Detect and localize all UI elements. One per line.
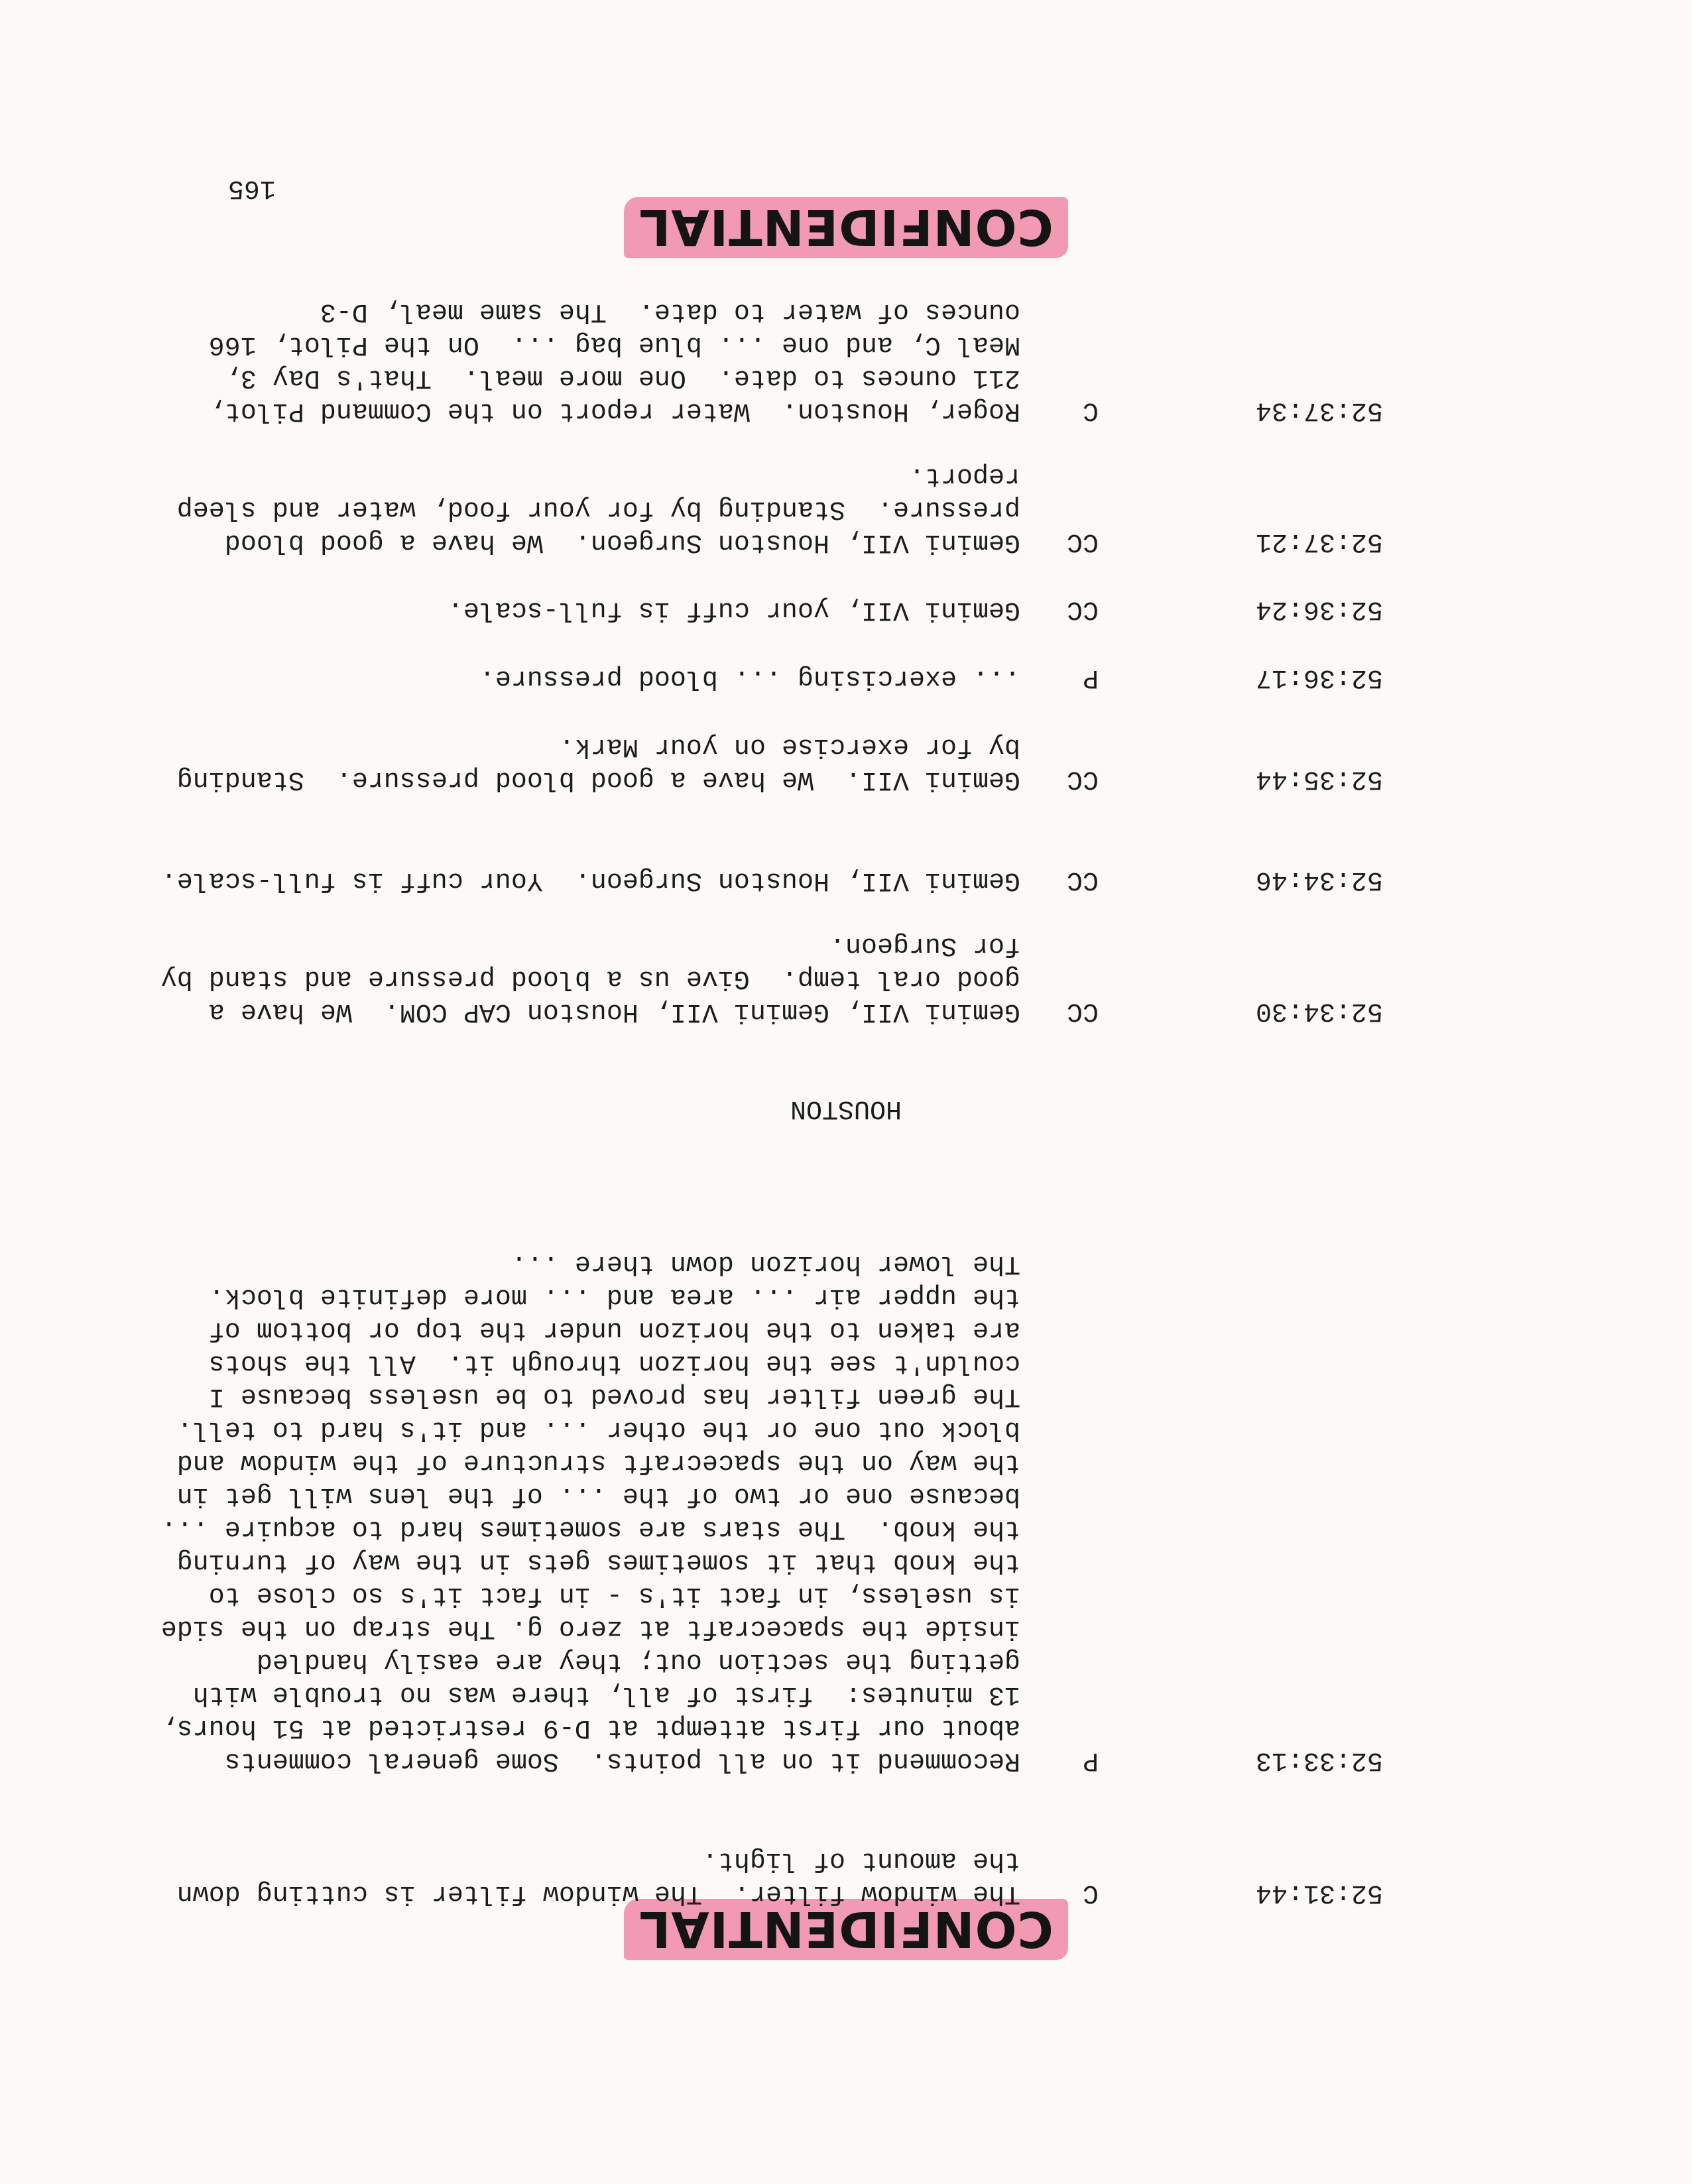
entry-speaker: CC bbox=[1066, 865, 1099, 894]
entry-speaker: P bbox=[1082, 662, 1099, 692]
confidential-stamp-bottom-label: CONFIDENTIAL bbox=[624, 197, 1068, 258]
entry-speaker: CC bbox=[1066, 526, 1099, 556]
entry-time: 52:31:44 bbox=[1255, 1878, 1383, 1908]
entry-text: Gemini VII, Gemini VII, Houston CAP COM. We have a good oral temp. Give us a blood pressure and stand by for Surgeon. bbox=[145, 930, 1020, 1026]
transcript-entry bbox=[0, 918, 1692, 1024]
entry-speaker: CC bbox=[1066, 594, 1099, 624]
entry-text: ... exercising ... blood pressure. bbox=[479, 663, 1020, 693]
entry-text: The window filter. The window filter is cutting down the amount of light. bbox=[160, 1845, 1020, 1908]
entry-time: 52:34:30 bbox=[1255, 996, 1383, 1026]
entry-time: 52:34:46 bbox=[1255, 865, 1383, 894]
entry-speaker: CC bbox=[1066, 996, 1099, 1026]
entry-time: 52:37:34 bbox=[1255, 395, 1383, 425]
entry-text: Gemini VII. We have a good blood pressure. Standing by for exercise on your Mark. bbox=[160, 731, 1020, 794]
entry-text: Gemini VII, Houston Surgeon. We have a good blood pressure. Standing by for your food, water and sleep report. bbox=[160, 461, 1020, 557]
entry-speaker: CC bbox=[1066, 764, 1099, 794]
entry-text: Roger, Houston. Water report on the Command Pilot, 211 ounces to date. One more meal. That's Day 3, Meal C, and one ... blue bag ... On the Pilot, 166 ounces of water to date. The same meal, D-3 bbox=[192, 296, 1020, 426]
entry-speaker: C bbox=[1082, 1878, 1099, 1908]
entry-speaker: P bbox=[1082, 1745, 1099, 1775]
entry-time: 52:36:17 bbox=[1255, 662, 1383, 692]
transcript-entry bbox=[0, 1799, 1692, 1906]
transcript-entry bbox=[0, 448, 1692, 557]
entry-time: 52:36:24 bbox=[1255, 594, 1383, 624]
entry-time: 52:37:21 bbox=[1255, 526, 1383, 556]
transcript-entry bbox=[0, 1248, 1692, 1776]
entry-text: Gemini VII, your cuff is full-scale. bbox=[447, 595, 1020, 625]
transcript-entry bbox=[0, 296, 1692, 426]
entry-text: Recommend it on all points. Some general comments about our first attempt at D-9 restricted at 51 hours, 13 minutes: first of all, there was no trouble with getting the section out; they are easily handled inside the spacecraft at zero g. The strap on the side is useless, in fact it's - in fact it's so close to the knob that it sometimes gets in the way of turning the knob. The stars are sometimes hard to acquire ... because one or two of the ... of the lens will get in the way on the spacecraft structure of the window and block out one or the other ... and it's hard to tell. The green filter has proved to be useless because I couldn't see the horizon through it. All the shots are taken to the horizon under the top or bottom of the upper air ... area and ... more definite block. The lower horizon down there ... bbox=[145, 1248, 1020, 1776]
transcript-entry bbox=[0, 786, 1692, 895]
entry-time: 52:33:13 bbox=[1255, 1745, 1383, 1775]
entry-text: Gemini VII, Houston Surgeon. Your cuff is full-scale. bbox=[160, 865, 1020, 895]
station-heading bbox=[0, 1093, 1692, 1123]
entry-time: 52:35:44 bbox=[1255, 764, 1383, 794]
confidential-stamp-bottom bbox=[0, 197, 1692, 258]
entry-speaker: C bbox=[1082, 395, 1099, 425]
confidential-stamp-top-label: CONFIDENTIAL bbox=[624, 1899, 1068, 1960]
page-number: 165 bbox=[227, 173, 276, 203]
station-label: HOUSTON bbox=[790, 1093, 902, 1123]
transcript-entry bbox=[0, 686, 1692, 792]
